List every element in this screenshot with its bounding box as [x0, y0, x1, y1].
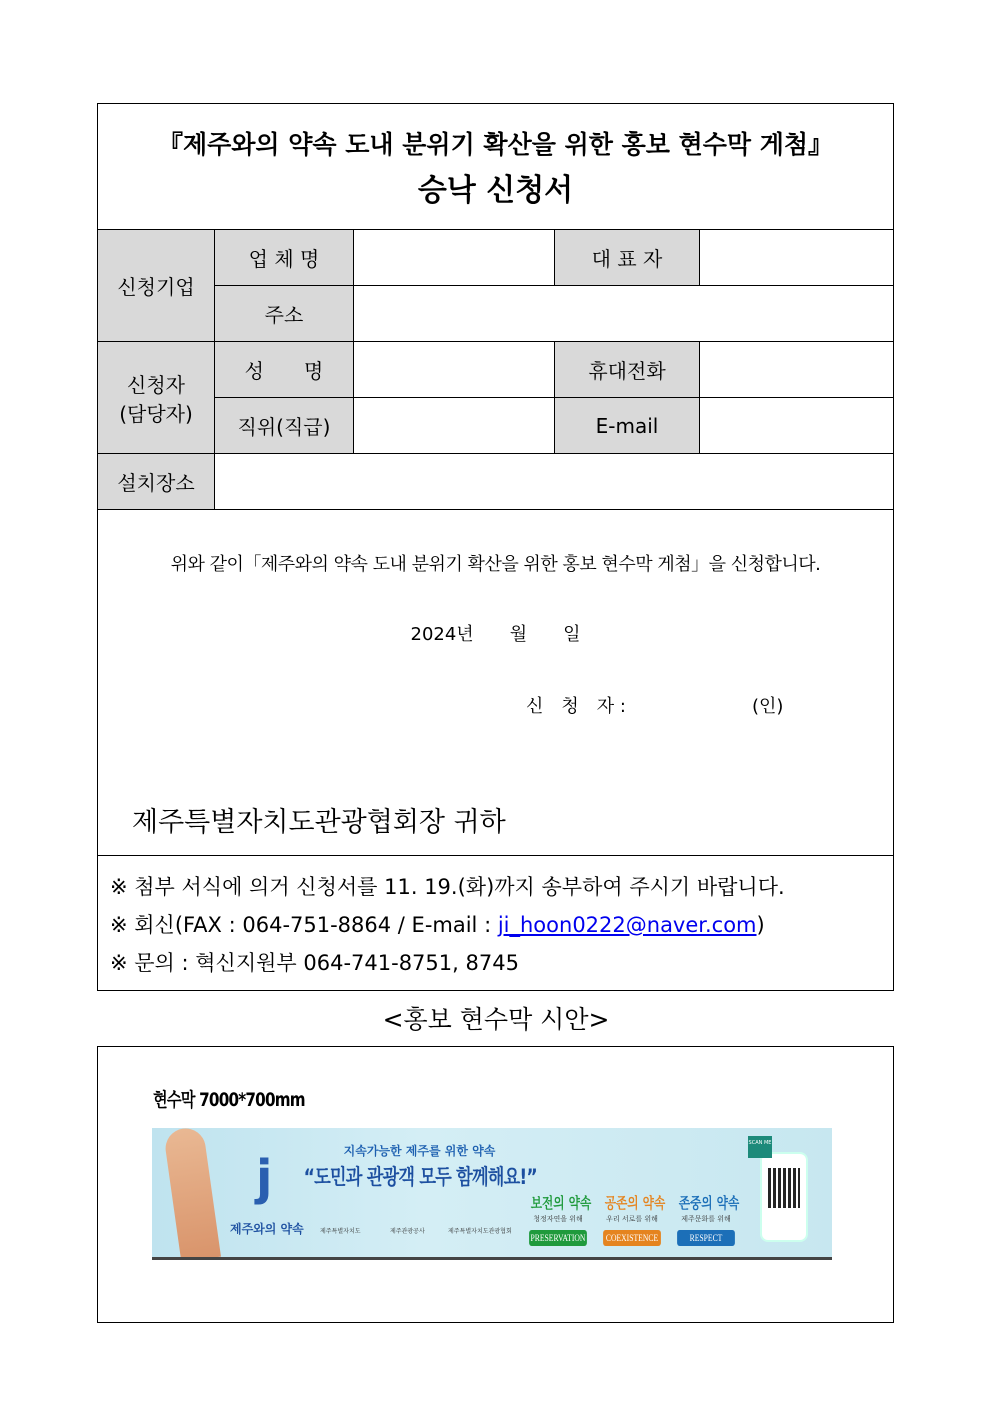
pillar-2-sub: 우리 서로를 위해	[606, 1215, 658, 1223]
banner-headline: “도민과 관광객 모두 함께해요!”	[303, 1165, 537, 1189]
form-title-line2: 승낙 신청서	[417, 172, 574, 208]
pillar-2-title: 공존의 약속	[604, 1194, 666, 1212]
form-title-line1: 『제주와의 약속 도내 분위기 확산을 위한 홍보 현수막 게첨』	[157, 129, 834, 159]
logo-text: 제주와의 약속	[230, 1222, 304, 1236]
pillar-3-badge: RESPECT	[677, 1230, 735, 1246]
qr-code-icon[interactable]	[768, 1168, 800, 1208]
position-field[interactable]	[354, 398, 555, 454]
pillar-3-sub: 제주문화를 위해	[681, 1215, 731, 1223]
pillar-3-title: 존중의 약속	[678, 1194, 740, 1212]
email-link[interactable]: ji_hoon0222@naver.com	[497, 913, 757, 937]
label-representative: 대 표 자	[555, 230, 700, 286]
email-field[interactable]	[700, 398, 894, 454]
banner-caption: <홍보 현수막 시안>	[382, 1005, 610, 1034]
label-company-name: 업 체 명	[215, 230, 354, 286]
label-applicant-line1: 신청자	[127, 372, 185, 397]
form-title	[98, 104, 894, 230]
label-applicant-company: 신청기업	[98, 230, 215, 342]
label-applicant	[98, 342, 215, 454]
statement-text: 위와 같이「제주와의 약속 도내 분위기 확산을 위한 홍보 현수막 게첨」을 신청합니다.	[170, 554, 821, 575]
org-2: 제주관광공사	[390, 1228, 425, 1235]
representative-field[interactable]	[700, 230, 894, 286]
note-reply-end: )	[756, 913, 765, 937]
pillar-1-title: 보전의 약속	[530, 1194, 592, 1212]
label-email: E-mail	[555, 398, 700, 454]
label-applicant-line2: (담당자)	[119, 401, 193, 426]
label-mobile: 휴대전화	[555, 342, 700, 398]
scan-me-label: SCAN ME	[748, 1136, 772, 1158]
signer-line: 신 청 자 : (인)	[526, 696, 784, 717]
notes-section	[98, 856, 894, 991]
org-3: 제주특별자치도관광협회	[448, 1228, 512, 1235]
location-field[interactable]	[215, 454, 894, 510]
pillar-1-sub: 청정자연을 위해	[533, 1215, 583, 1223]
org-1: 제주특별자치도	[320, 1228, 361, 1235]
label-position: 직위(직급)	[215, 398, 354, 454]
note-deadline: ※ 첨부 서식에 의거 신청서를 11. 19.(화)까지 송부하여 주시기 바랍니다.	[110, 875, 785, 899]
label-name: 성 명	[215, 342, 354, 398]
banner-image	[152, 1128, 832, 1260]
statement-section	[98, 510, 894, 856]
label-location: 설치장소	[98, 454, 215, 510]
date-line: 2024년 월 일	[410, 624, 581, 645]
j-logo-icon: j	[256, 1150, 273, 1206]
address-field[interactable]	[354, 286, 894, 342]
banner-size-label: 현수막 7000*700mm	[153, 1089, 305, 1111]
application-form-table	[97, 103, 894, 991]
qr-card	[760, 1152, 808, 1242]
mobile-field[interactable]	[700, 342, 894, 398]
note-reply	[110, 906, 893, 944]
addressee: 제주특별자치도관광협회장 귀하	[132, 807, 506, 838]
banner-subtitle: 지속가능한 제주를 위한 약속	[343, 1144, 496, 1158]
note-inquiry: ※ 문의 : 혁신지원부 064-741-8751, 8745	[110, 951, 519, 975]
name-field[interactable]	[354, 342, 555, 398]
pillar-2-badge: COEXISTENCE	[603, 1230, 661, 1246]
hand-icon	[163, 1128, 221, 1260]
company-name-field[interactable]	[354, 230, 555, 286]
pillar-1-badge: PRESERVATION	[529, 1230, 587, 1246]
label-address: 주소	[215, 286, 354, 342]
note-reply-text: ※ 회신(FAX : 064-751-8864 / E-mail :	[110, 913, 498, 937]
